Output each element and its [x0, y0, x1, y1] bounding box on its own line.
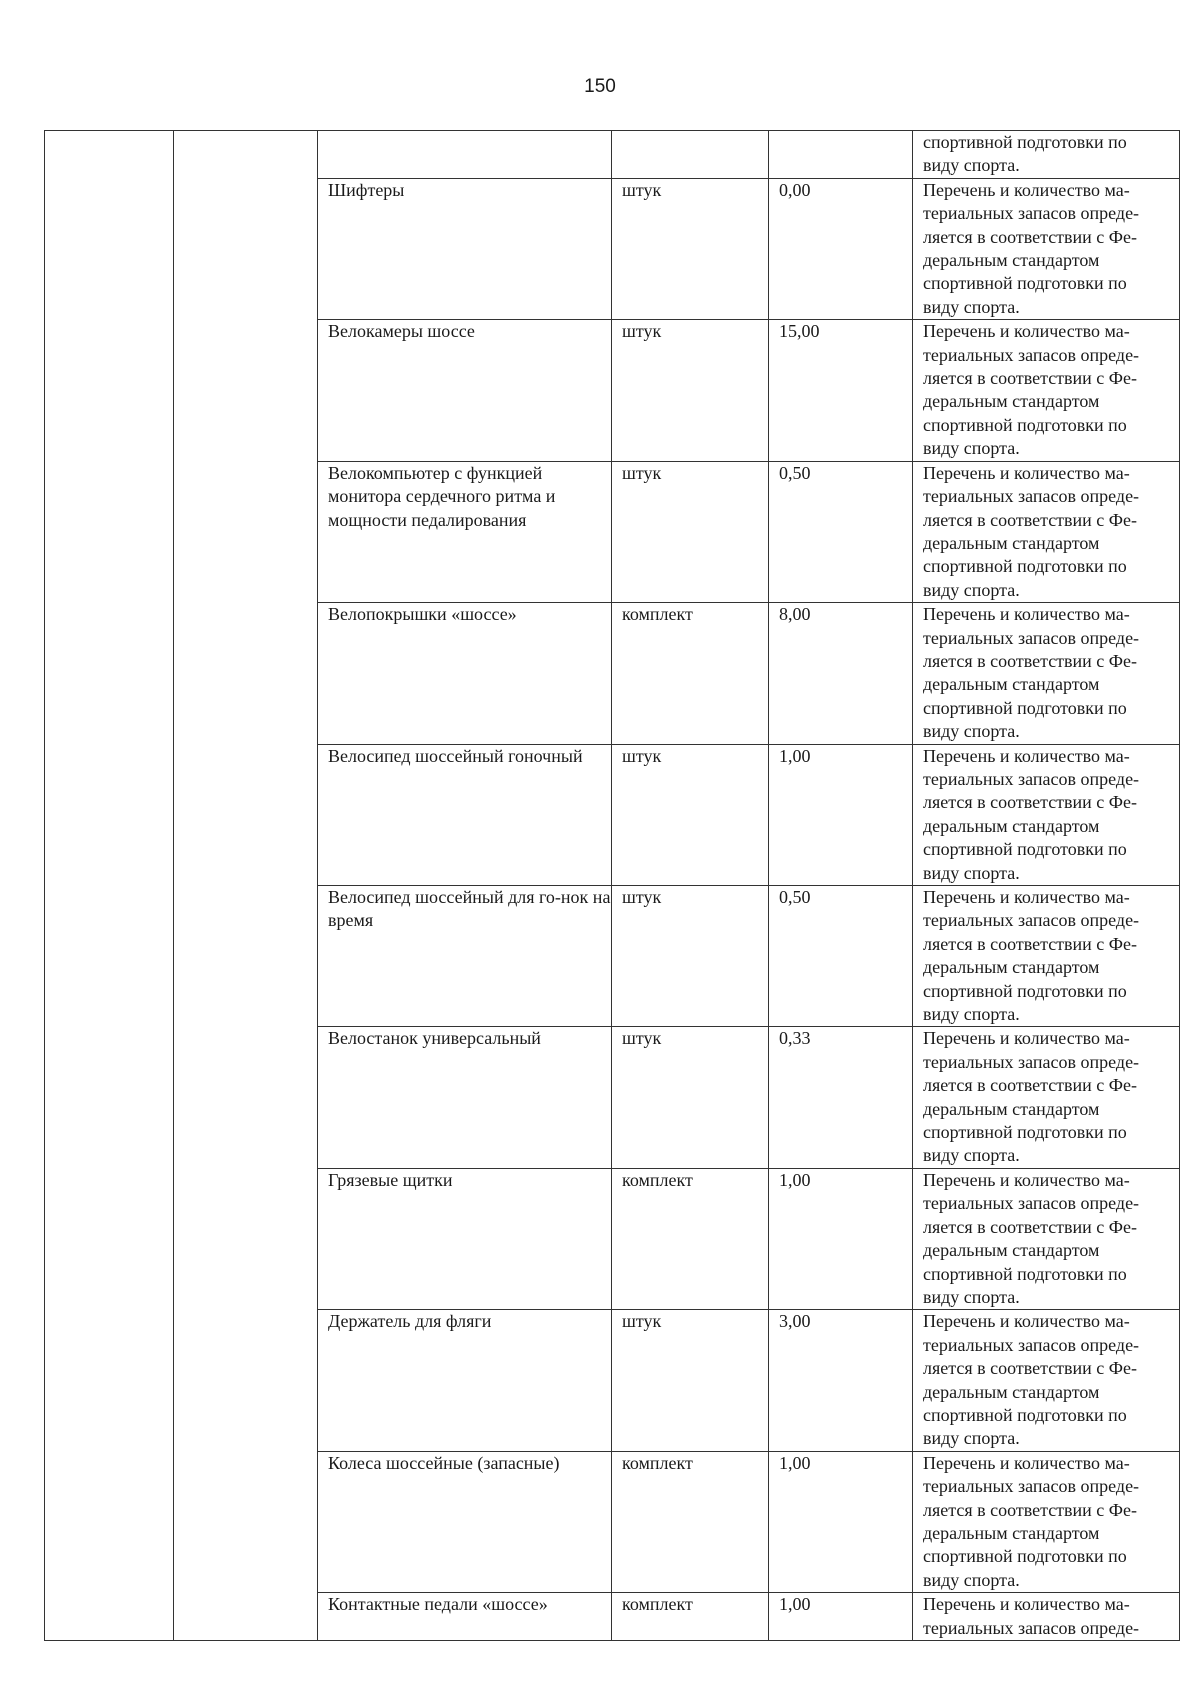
unit-cell: штук — [612, 886, 769, 1027]
note-cell: Перечень и количество ма- териальных запасов опреде- ляется в соответствии с Фе- деральным стандартом спортивной подготовки по виду спорта. — [913, 744, 1180, 885]
quantity-cell: 0,33 — [769, 1027, 913, 1168]
note-cell: Перечень и количество ма- териальных запасов опреде- ляется в соответствии с Фе- деральным стандартом спортивной подготовки по виду спорта. — [913, 461, 1180, 602]
quantity-cell: 3,00 — [769, 1310, 913, 1451]
unit-cell — [612, 131, 769, 179]
name-cell: Контактные педали «шоссе» — [318, 1593, 612, 1641]
note-cell: Перечень и количество ма- териальных запасов опреде- ляется в соответствии с Фе- деральным стандартом спортивной подготовки по виду спорта. — [913, 1168, 1180, 1309]
quantity-cell: 1,00 — [769, 1168, 913, 1309]
name-cell: Велостанок универсальный — [318, 1027, 612, 1168]
equipment-table — [44, 130, 1180, 1641]
note-cell: Перечень и количество ма- териальных запасов опреде- ляется в соответствии с Фе- деральным стандартом спортивной подготовки по виду спорта. — [913, 886, 1180, 1027]
name-cell: Велосипед шоссейный гоночный — [318, 744, 612, 885]
quantity-cell: 0,50 — [769, 886, 913, 1027]
note-cell: Перечень и количество ма- териальных запасов опреде- ляется в соответствии с Фе- деральным стандартом спортивной подготовки по виду спорта. — [913, 603, 1180, 744]
quantity-cell: 0,50 — [769, 461, 913, 602]
name-cell: Велопокрышки «шоссе» — [318, 603, 612, 744]
name-cell: Шифтеры — [318, 178, 612, 319]
note-cell: Перечень и количество ма- териальных запасов опреде- ляется в соответствии с Фе- деральным стандартом спортивной подготовки по виду спорта. — [913, 178, 1180, 319]
note-cell: Перечень и количество ма- териальных запасов опреде- ляется в соответствии с Фе- деральным стандартом спортивной подготовки по виду спорта. — [913, 320, 1180, 461]
unit-cell: комплект — [612, 1451, 769, 1592]
unit-cell: штук — [612, 320, 769, 461]
unit-cell: комплект — [612, 603, 769, 744]
note-cell: спортивной подготовки по виду спорта. — [913, 131, 1180, 179]
name-cell: Велокомпьютер с функцией монитора сердечного ритма и мощности педалирования — [318, 461, 612, 602]
note-cell: Перечень и количество ма- териальных запасов опреде- ляется в соответствии с Фе- деральным стандартом спортивной подготовки по виду спорта. — [913, 1451, 1180, 1592]
table-row-continuation — [45, 131, 1180, 179]
unit-cell: штук — [612, 744, 769, 885]
unit-cell: штук — [612, 178, 769, 319]
name-cell: Держатель для фляги — [318, 1310, 612, 1451]
unit-cell: штук — [612, 461, 769, 602]
unit-cell: комплект — [612, 1593, 769, 1641]
name-cell: Велокамеры шоссе — [318, 320, 612, 461]
note-cell: Перечень и количество ма- териальных запасов опреде- ляется в соответствии с Фе- деральным стандартом спортивной подготовки по виду спорта. — [913, 1027, 1180, 1168]
page-number: 150 — [584, 76, 616, 97]
quantity-cell: 8,00 — [769, 603, 913, 744]
name-cell — [318, 131, 612, 179]
name-cell: Колеса шоссейные (запасные) — [318, 1451, 612, 1592]
quantity-cell: 0,00 — [769, 178, 913, 319]
note-cell: Перечень и количество ма- териальных запасов опреде- ляется в соответствии с Фе- деральным стандартом спортивной подготовки по виду спорта. — [913, 1310, 1180, 1451]
merged-cell-col1 — [45, 131, 174, 1641]
quantity-cell: 1,00 — [769, 1593, 913, 1641]
quantity-cell: 15,00 — [769, 320, 913, 461]
quantity-cell: 1,00 — [769, 744, 913, 885]
note-cell: Перечень и количество ма- териальных запасов опреде- — [913, 1593, 1180, 1641]
unit-cell: штук — [612, 1310, 769, 1451]
unit-cell: штук — [612, 1027, 769, 1168]
unit-cell: комплект — [612, 1168, 769, 1309]
name-cell: Грязевые щитки — [318, 1168, 612, 1309]
quantity-cell: 1,00 — [769, 1451, 913, 1592]
merged-cell-col2 — [174, 131, 318, 1641]
name-cell: Велосипед шоссейный для го-нок на время — [318, 886, 612, 1027]
quantity-cell — [769, 131, 913, 179]
